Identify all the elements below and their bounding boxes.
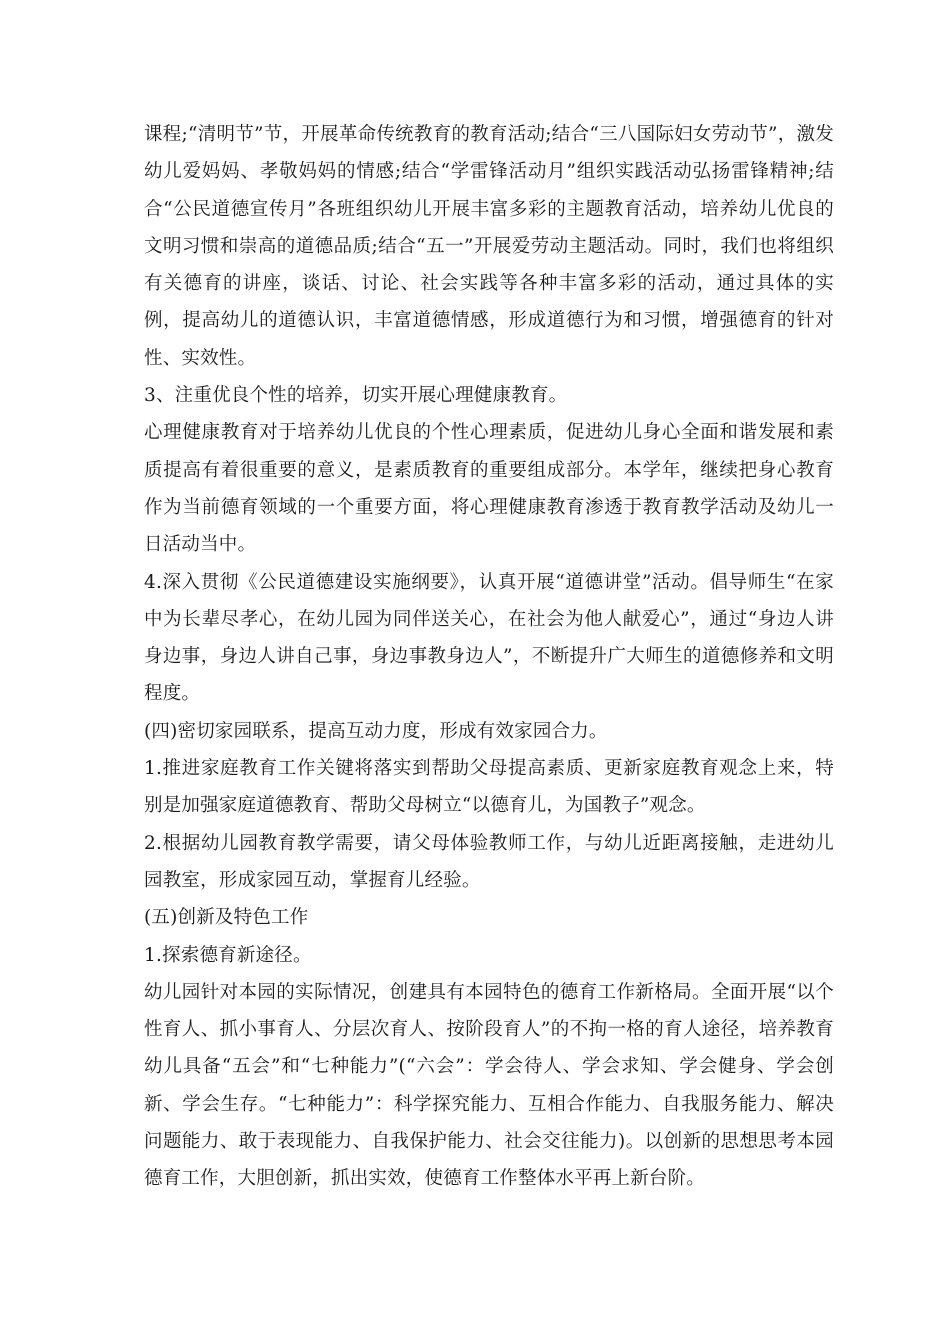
heading-innovation-work: (五)创新及特色工作 — [144, 907, 309, 929]
heading-explore-new-paths: 1.探索德育新途径。 — [144, 944, 312, 966]
document-body — [144, 116, 834, 1198]
heading-personality-cultivation: 3、注重优良个性的培养，切实开展心理健康教育。 — [144, 385, 568, 407]
paragraph-moral-lecture-hall: 4.深入贯彻《公民道德建设实施纲要》，认真开展“道德讲堂”活动。倡导师生“在家中为长辈尽孝心，在幼儿园为同伴送关心，在社会为他人献爱心”，通过“身边人讲身边事，身边人讲自己事，身边事教身边人”，不断提升广大师生的道德修养和文明程度。 — [144, 571, 834, 705]
paragraph-new-pattern: 幼儿园针对本园的实际情况，创建具有本园特色的德育工作新格局。全面开展“以个性育人、抓小事育人、分层次育人、按阶段育人”的不拘一格的育人途径，培养教育幼儿具备“五会”和“七种能力”(“六会”：学会待人、学会求知、学会健身、学会创新、学会生存。“七种能力”：科学探究能力、互相合作能力、自我服务能力、解决问题能力、敢于表现能力、自我保护能力、社会交往能力)。以创新的思想思考本园德育工作，大胆创新，抓出实效，使德育工作整体水平再上新台阶。 — [144, 981, 834, 1190]
paragraph-parent-experience: 2.根据幼儿园教育教学需要，请父母体验教师工作，与幼儿近距离接触，走进幼儿园教室，形成家园互动，掌握育儿经验。 — [144, 832, 834, 891]
paragraph-mental-health: 心理健康教育对于培养幼儿优良的个性心理素质，促进幼儿身心全面和谐发展和素质提高有着很重要的意义，是素质教育的重要组成部分。本学年，继续把身心教育作为当前德育领域的一个重要方面，将心理健康教育渗透于教育教学活动及幼儿一日活动当中。 — [144, 422, 834, 556]
paragraph-family-education: 1.推进家庭教育工作关键将落实到帮助父母提高素质、更新家庭教育观念上来，特别是加强家庭道德教育、帮助父母树立“以德育儿，为国教子”观念。 — [144, 758, 834, 817]
heading-home-school-connection: (四)密切家园联系，提高互动力度，形成有效家园合力。 — [144, 720, 608, 742]
paragraph-moral-activities: 课程;“清明节”节，开展革命传统教育的教育活动;结合“三八国际妇女劳动节”，激发幼儿爱妈妈、孝敬妈妈的情感;结合“学雷锋活动月”组织实践活动弘扬雷锋精神;结合“公民道德宣传月”各班组织幼儿开展丰富多彩的主题教育活动，培养幼儿优良的文明习惯和崇高的道德品质;结合“五一”开展爱劳动主题活动。同时，我们也将组织有关德育的讲座，谈话、讨论、社会实践等各种丰富多彩的活动，通过具体的实例，提高幼儿的道德认识，丰富道德情感，形成道德行为和习惯，增强德育的针对性、实效性。 — [144, 124, 835, 369]
